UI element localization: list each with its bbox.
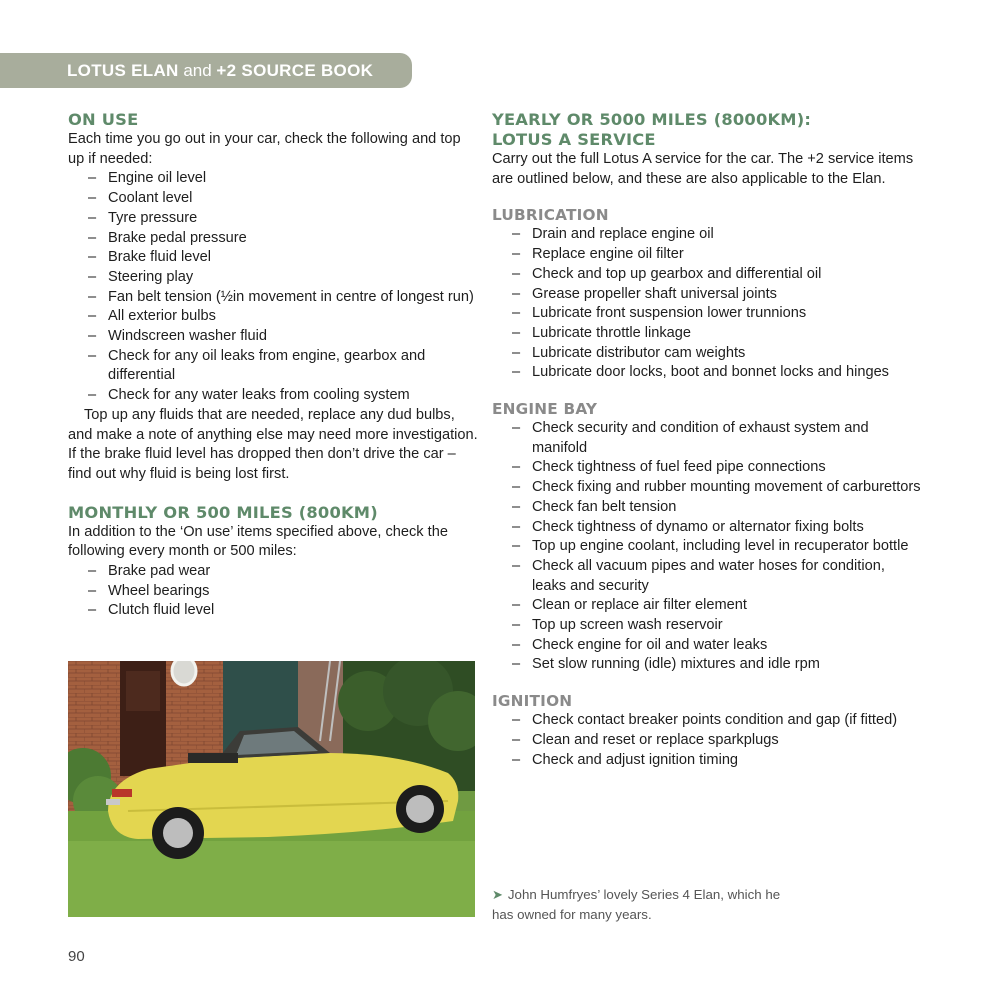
list-item: – Check for any water leaks from cooling system xyxy=(68,386,478,406)
list-item: – Clean or replace air filter element xyxy=(492,596,922,616)
list-item: – Tyre pressure xyxy=(68,209,478,229)
book-title-and: and xyxy=(178,61,217,80)
list-item: – Check contact breaker points condition and gap (if fitted) xyxy=(492,711,922,731)
ignition-heading: IGNITION xyxy=(492,692,573,711)
list-item: – Check security and condition of exhaust system and manifold xyxy=(492,419,922,458)
running-header-banner xyxy=(0,53,412,88)
lubrication-list xyxy=(492,225,922,383)
caption-text: John Humfryes’ lovely Series 4 Elan, which he has owned for many years. xyxy=(492,887,781,922)
list-item: – Brake pad wear xyxy=(68,562,478,582)
list-item: – Check for any oil leaks from engine, gearbox and differential xyxy=(68,347,478,386)
on-use-heading: ON USE xyxy=(68,110,139,129)
monthly-heading: MONTHLY OR 500 MILES (800KM) xyxy=(68,502,378,522)
list-item: – Top up screen wash reservoir xyxy=(492,616,922,636)
yearly-heading-line2: LOTUS A SERVICE xyxy=(492,130,656,149)
engine-bay-heading: ENGINE BAY xyxy=(492,400,598,419)
monthly-intro: In addition to the ‘On use’ items specified above, check the following every month or 500 miles: xyxy=(68,523,448,560)
photo-caption xyxy=(492,885,792,924)
on-use-list xyxy=(68,169,478,405)
left-column xyxy=(68,110,478,621)
caption-arrow-icon: ➤ xyxy=(492,887,503,902)
right-column xyxy=(492,110,922,770)
yearly-heading-line1: YEARLY OR 5000 MILES (8000KM): xyxy=(492,110,812,129)
list-item: – Wheel bearings xyxy=(68,582,478,602)
list-item: – Replace engine oil filter xyxy=(492,245,922,265)
list-item: – Fan belt tension (½in movement in centre of longest run) xyxy=(68,288,478,308)
list-item: – Lubricate distributor cam weights xyxy=(492,344,922,364)
book-title-part2: +2 SOURCE BOOK xyxy=(216,61,374,80)
engine-bay-list xyxy=(492,419,922,675)
list-item: – Check fixing and rubber mounting movement of carburettors xyxy=(492,478,922,498)
lubrication-heading: LUBRICATION xyxy=(492,206,609,225)
monthly-list xyxy=(68,562,478,621)
list-item: – Brake fluid level xyxy=(68,248,478,268)
on-use-intro: Each time you go out in your car, check the following and top up if needed: xyxy=(68,131,461,167)
list-item: – Drain and replace engine oil xyxy=(492,225,922,245)
list-item: – Check and top up gearbox and differential oil xyxy=(492,265,922,285)
list-item: – Coolant level xyxy=(68,189,478,209)
list-item: – All exterior bulbs xyxy=(68,307,478,327)
list-item: – Lubricate door locks, boot and bonnet locks and hinges xyxy=(492,363,922,383)
list-item: – Clean and reset or replace sparkplugs xyxy=(492,731,922,751)
page-number: 90 xyxy=(68,948,85,965)
list-item: – Check tightness of dynamo or alternator fixing bolts xyxy=(492,518,922,538)
list-item: – Check and adjust ignition timing xyxy=(492,751,922,771)
list-item: – Windscreen washer fluid xyxy=(68,327,478,347)
book-title-part1: LOTUS ELAN xyxy=(67,61,179,80)
list-item: – Check all vacuum pipes and water hoses for condition, leaks and security xyxy=(492,557,922,596)
list-item: – Check fan belt tension xyxy=(492,498,922,518)
yellow-elan-illustration xyxy=(68,661,475,917)
list-item: – Clutch fluid level xyxy=(68,601,478,621)
ignition-list xyxy=(492,711,922,770)
list-item: – Grease propeller shaft universal joints xyxy=(492,285,922,305)
car-photo xyxy=(68,661,475,917)
list-item: – Steering play xyxy=(68,268,478,288)
list-item: – Engine oil level xyxy=(68,169,478,189)
list-item: – Lubricate front suspension lower trunnions xyxy=(492,304,922,324)
yearly-intro: Carry out the full Lotus A service for the car. The +2 service items are outlined below, and these are also applicable to the Elan. xyxy=(492,151,914,187)
list-item: – Top up engine coolant, including level in recuperator bottle xyxy=(492,537,922,557)
list-item: – Check engine for oil and water leaks xyxy=(492,636,922,656)
list-item: – Set slow running (idle) mixtures and idle rpm xyxy=(492,655,922,675)
list-item: – Brake pedal pressure xyxy=(68,229,478,249)
on-use-closing-paragraph: Top up any fluids that are needed, replace any dud bulbs, and make a note of anything else may need more investigation. If the brake fluid level has dropped then don’t drive the car – find out why fluid is being lost first. xyxy=(68,406,478,482)
list-item: – Check tightness of fuel feed pipe connections xyxy=(492,458,922,478)
list-item: – Lubricate throttle linkage xyxy=(492,324,922,344)
